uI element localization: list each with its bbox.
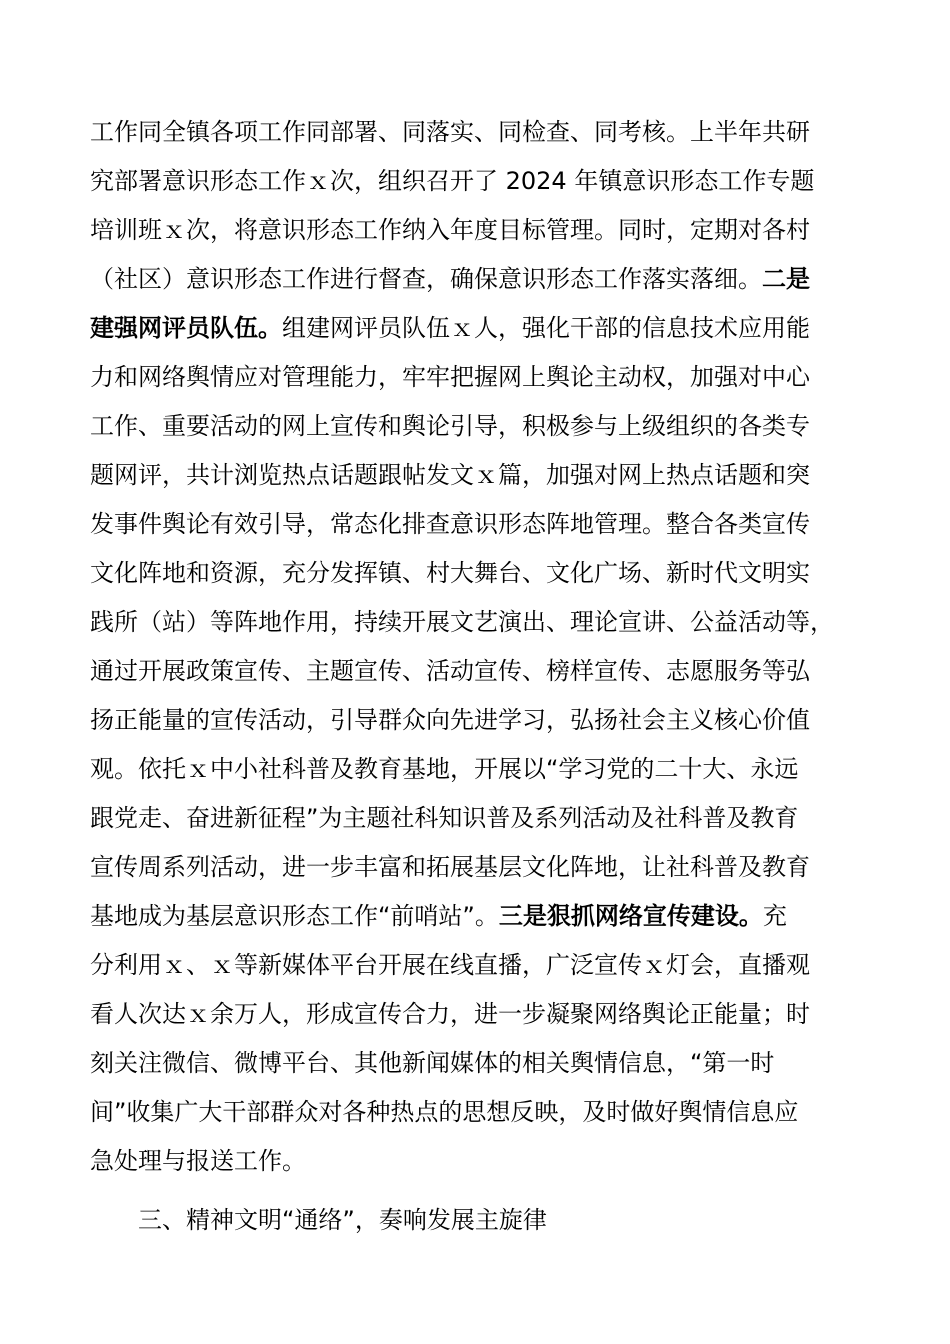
text-run: 基地成为基层意识形态工作“前哨站”。 [90,902,499,930]
text-line [90,455,870,495]
text-run: 题网评，共计浏览热点话题跟帖发文ｘ篇，加强对网上热点话题和突 [90,461,810,489]
text-line [90,896,870,936]
text-line [90,1092,870,1132]
text-run: 看人次达ｘ余万人，形成宣传合力，进一步凝聚网络舆论正能量；时 [90,1000,810,1028]
text-line [90,651,870,691]
text-line [90,700,870,740]
text-run: 间”收集广大干部群众对各种热点的思想反映，及时做好舆情信息应 [90,1098,799,1126]
text-run: 观。依托ｘ中小社科普及教育基地，开展以“学习党的二十大、永远 [90,755,799,783]
text-line [90,602,870,642]
text-line [90,798,870,838]
bold-text-run: 三是狠抓网络宣传建设。 [498,902,763,930]
text-run: 宣传周系列活动，进一步丰富和拓展基层文化阵地，让社科普及教育 [90,853,810,881]
text-run: 通过开展政策宣传、主题宣传、活动宣传、榜样宣传、志愿服务等弘 [90,657,810,685]
text-line [90,357,870,397]
text-run: 跟党走、奋进新征程”为主题社科知识普及系列活动及社科普及教育 [90,804,799,832]
text-run: 工作、重要活动的网上宣传和舆论引导，积极参与上级组织的各类专 [90,412,810,440]
text-line [90,553,870,593]
text-run: 组建网评员队伍ｘ人，强化干部的信息技术应用能 [282,314,810,342]
text-line [90,847,870,887]
text-line [90,308,870,348]
text-line [90,749,870,789]
text-run: 力和网络舆情应对管理能力，牢牢把握网上舆论主动权，加强对中心 [90,363,810,391]
text-run: 发事件舆论有效引导，常态化排查意识形态阵地管理。整合各类宣传 [90,510,810,538]
text-line [90,504,870,544]
text-line [90,1141,870,1181]
text-line [90,259,870,299]
text-run: （社区）意识形态工作进行督查，确保意识形态工作落实落细。 [90,265,762,293]
text-run: 分利用ｘ、ｘ等新媒体平台开展在线直播，广泛宣传ｘ灯会，直播观 [90,951,810,979]
text-line [90,406,870,446]
text-run: 扬正能量的宣传活动，引导群众向先进学习，弘扬社会主义核心价值 [90,706,810,734]
text-run: 工作同全镇各项工作同部署、同落实、同检查、同考核。上半年共研 [90,118,810,146]
text-run: 急处理与报送工作。 [90,1147,306,1175]
text-line [90,1043,870,1083]
text-run: 践所（站）等阵地作用，持续开展文艺演出、理论宣讲、公益活动等， [90,608,834,636]
text-line [90,112,870,152]
text-line [90,161,870,201]
text-line [90,210,870,250]
text-run: 文化阵地和资源，充分发挥镇、村大舞台、文化广场、新时代文明实 [90,559,810,587]
bold-text-run: 二是 [762,265,810,293]
text-line [90,994,870,1034]
section-heading: 三、精神文明“通络”，奏响发展主旋律 [138,1206,547,1234]
text-run: 究部署意识形态工作ｘ次，组织召开了 2024 年镇意识形态工作专题 [90,167,815,195]
text-run: 刻关注微信、微博平台、其他新闻媒体的相关舆情信息，“第一时 [90,1049,775,1077]
bold-text-run: 建强网评员队伍。 [90,314,282,342]
text-run: 培训班ｘ次，将意识形态工作纳入年度目标管理。同时，定期对各村 [90,216,810,244]
text-line [90,945,870,985]
text-run: 充 [762,902,787,930]
